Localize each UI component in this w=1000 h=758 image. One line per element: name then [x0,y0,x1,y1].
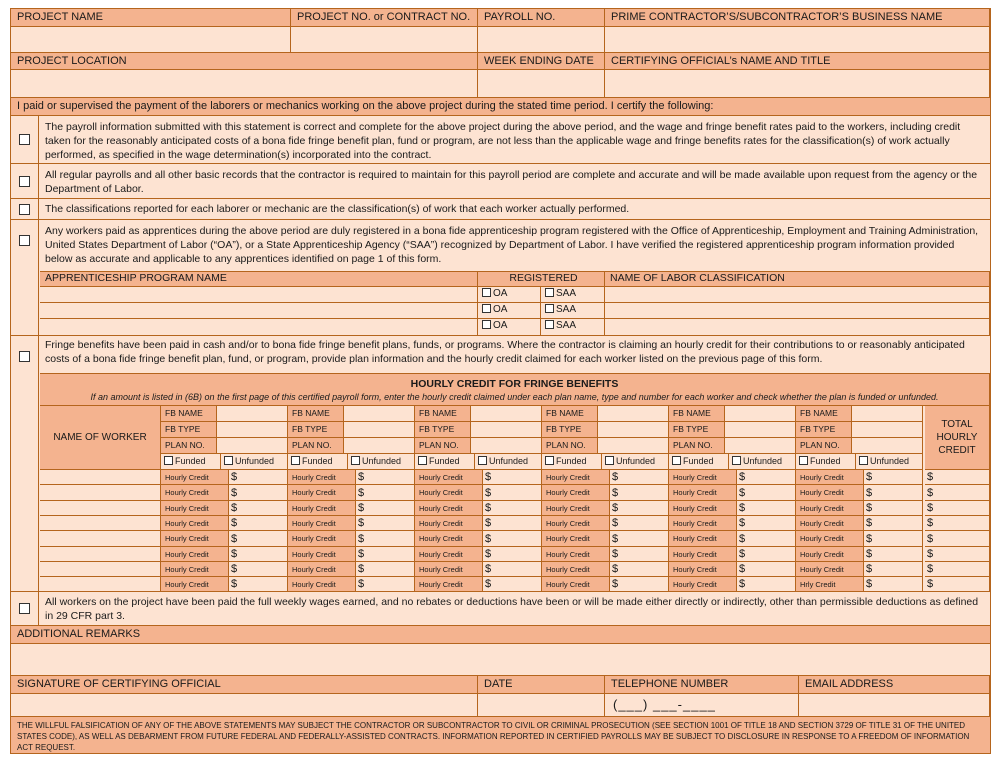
oa-checkbox-1[interactable] [482,288,491,297]
apprentice-program-field-2[interactable] [40,303,478,319]
unfunded-option-4[interactable]: Unfunded [602,454,669,470]
hourly-credit-amount[interactable]: $ [610,562,669,577]
hourly-credit-amount[interactable]: $ [737,470,796,485]
hourly-credit-label: Hourly Credit [669,577,737,592]
apprentice-program-field-1[interactable] [40,287,478,303]
hourly-credit-label: Hourly Credit [542,485,610,501]
hourly-credit-label: Hourly Credit [669,501,737,516]
funded-checkbox-5[interactable] [672,456,681,465]
name-of-worker-header: NAME OF WORKER [40,406,161,470]
hourly-credit-label: Hourly Credit [161,562,229,577]
total-hourly-credit-amount[interactable]: $ [925,501,990,516]
hourly-credit-amount[interactable]: $ [229,516,288,531]
hourly-credit-label: Hourly Credit [288,531,356,547]
fb-type-label-6: FB TYPE [796,422,852,438]
hourly-credit-amount[interactable]: $ [737,501,796,516]
project-location-field[interactable] [11,70,478,98]
hourly-credit-amount[interactable]: $ [610,531,669,547]
unfunded-option-5[interactable]: Unfunded [729,454,796,470]
unfunded-option-6[interactable]: Unfunded [856,454,923,470]
unfunded-option-1[interactable]: Unfunded [221,454,288,470]
funded-checkbox-2[interactable] [291,456,300,465]
worker-name-field-8[interactable] [40,577,161,592]
hourly-credit-label: Hourly Credit [415,547,483,562]
unfunded-checkbox-6[interactable] [859,456,868,465]
fb-name-label-2: FB NAME [288,406,344,422]
hourly-credit-label: Hourly Credit [542,470,610,485]
funded-option-3[interactable]: Funded [415,454,475,470]
registered-header: REGISTERED [478,271,605,287]
project-name-label: PROJECT NAME [11,9,291,27]
week-ending-field[interactable] [478,70,605,98]
statement-1-checkbox[interactable] [19,134,30,145]
fb-type-field-1[interactable] [217,422,288,438]
total-hourly-credit-amount[interactable]: $ [925,485,990,501]
statement-6-text: All workers on the project have been paid the full weekly wages earned, and no rebates or deductions have been or will be made either directly or indirectly, other than permissible deductions as defined in 29 CFR part 3. [45,596,979,622]
hourly-credit-amount[interactable]: $ [737,562,796,577]
hourly-credit-amount[interactable]: $ [229,531,288,547]
statement-2-checkbox[interactable] [19,176,30,187]
fb-type-field-5[interactable] [725,422,796,438]
hourly-credit-amount[interactable]: $ [610,470,669,485]
worker-name-field-1[interactable] [40,470,161,485]
hourly-credit-label: Hourly Credit [542,531,610,547]
funded-checkbox-6[interactable] [799,456,808,465]
apprentice-program-field-3[interactable] [40,319,478,336]
fringe-subtitle: If an amount is listed in (6B) on the first page of this certified payroll form, enter the hourly credit claimed under each plan name, type and number for each worker and check whether the plan is funded or unfunded. [90,392,939,402]
plan-no-label-5: PLAN NO. [669,438,725,454]
hourly-credit-label: Hrly Credit [796,577,864,592]
hourly-credit-amount[interactable]: $ [483,562,542,577]
project-name-field[interactable] [11,27,291,53]
hourly-credit-label: Hourly Credit [796,562,864,577]
hourly-credit-label: Hourly Credit [542,516,610,531]
hourly-credit-amount[interactable]: $ [864,485,923,501]
statement-1-text: The payroll information submitted with this statement is correct and complete for the above project during the above period, and the wage and fringe benefit rates paid to the workers, including credit taken for the reasonably anticipated costs of a bona fide fringe benefit plan, fund or program, are not less than the applicable wage and fringe benefits rates for the classification(s) of work actually performed, as specified in the wage determination(s) incorporated into the contract. [45,121,961,161]
hourly-credit-label: Hourly Credit [669,516,737,531]
statement-6 [11,592,990,626]
statement-2 [11,164,990,199]
hourly-credit-amount[interactable]: $ [229,485,288,501]
hourly-credit-amount[interactable]: $ [864,531,923,547]
funded-checkbox-1[interactable] [164,456,173,465]
total-hourly-credit-amount[interactable]: $ [925,562,990,577]
worker-name-field-3[interactable] [40,501,161,516]
plan-no-field-2[interactable] [344,438,415,454]
funded-checkbox-4[interactable] [545,456,554,465]
fringe-title: HOURLY CREDIT FOR FRINGE BENEFITS [410,378,619,390]
payroll-no-field[interactable] [478,27,605,53]
statement-3 [11,199,990,220]
fb-type-label-1: FB TYPE [161,422,217,438]
date-field[interactable] [478,694,605,717]
hourly-credit-amount[interactable]: $ [610,547,669,562]
plan-no-field-5[interactable] [725,438,796,454]
statement-5-checkbox[interactable] [19,351,30,362]
hourly-credit-label: Hourly Credit [669,485,737,501]
hourly-credit-label: Hourly Credit [415,516,483,531]
hourly-credit-amount[interactable]: $ [737,531,796,547]
funded-option-4[interactable]: Funded [542,454,602,470]
oa-checkbox-3[interactable] [482,320,491,329]
fb-type-label-5: FB TYPE [669,422,725,438]
date-label: DATE [478,676,605,694]
hourly-credit-label: Hourly Credit [161,516,229,531]
statement-3-text: The classifications reported for each laborer or mechanic are the classification(s) of work that each worker actually performed. [45,203,630,215]
hourly-credit-amount[interactable]: $ [483,470,542,485]
hourly-credit-amount[interactable]: $ [864,516,923,531]
payroll-no-label: PAYROLL NO. [478,9,605,27]
hourly-credit-label: Hourly Credit [796,531,864,547]
hourly-credit-amount[interactable]: $ [229,562,288,577]
hourly-credit-label: Hourly Credit [796,516,864,531]
hourly-credit-label: Hourly Credit [161,577,229,592]
funded-option-1[interactable]: Funded [161,454,221,470]
statement-2-text: All regular payrolls and all other basic records that the contractor is required to maintain for this payroll period are complete and accurate and will be made available upon request from the agency or the Department of Labor. [45,169,978,195]
unfunded-checkbox-4[interactable] [605,456,614,465]
funded-option-2[interactable]: Funded [288,454,348,470]
hourly-credit-label: Hourly Credit [669,562,737,577]
oa-option-3[interactable]: OA [478,319,541,336]
prime-contractor-label: PRIME CONTRACTOR’S/SUBCONTRACTOR’S BUSINESS NAME [605,9,990,27]
saa-checkbox-3[interactable] [545,320,554,329]
hourly-credit-amount[interactable]: $ [610,577,669,592]
project-location-label: PROJECT LOCATION [11,53,478,70]
hourly-credit-label: Hourly Credit [796,501,864,516]
hourly-credit-amount[interactable]: $ [483,501,542,516]
certifying-official-label: CERTIFYING OFFICIAL’s NAME AND TITLE [605,53,990,70]
oa-option-2[interactable]: OA [478,303,541,319]
saa-option-3[interactable]: SAA [541,319,605,336]
labor-classification-field-1[interactable] [605,287,990,303]
week-ending-label: WEEK ENDING DATE [478,53,605,70]
plan-no-label-3: PLAN NO. [415,438,471,454]
hourly-credit-label: Hourly Credit [161,547,229,562]
plan-no-field-6[interactable] [852,438,923,454]
unfunded-option-3[interactable]: Unfunded [475,454,542,470]
hourly-credit-label: Hourly Credit [415,485,483,501]
oa-checkbox-2[interactable] [482,304,491,313]
hourly-credit-amount[interactable]: $ [356,516,415,531]
hourly-credit-label: Hourly Credit [288,577,356,592]
worker-name-field-5[interactable] [40,531,161,547]
plan-no-field-4[interactable] [598,438,669,454]
hourly-credit-amount[interactable]: $ [229,470,288,485]
email-field[interactable] [799,694,990,717]
funded-option-6[interactable]: Funded [796,454,856,470]
fb-type-label-2: FB TYPE [288,422,344,438]
certify-intro: I paid or supervised the payment of the laborers or mechanics working on the above project during the stated time period. I certify the following: [11,98,990,116]
unfunded-checkbox-2[interactable] [351,456,360,465]
saa-option-1[interactable]: SAA [541,287,605,303]
hourly-credit-amount[interactable]: $ [864,577,923,592]
statement-3-checkbox[interactable] [19,204,30,215]
hourly-credit-label: Hourly Credit [669,470,737,485]
hourly-credit-label: Hourly Credit [415,531,483,547]
saa-option-2[interactable]: SAA [541,303,605,319]
hourly-credit-amount[interactable]: $ [356,577,415,592]
hourly-credit-label: Hourly Credit [796,470,864,485]
fb-type-label-3: FB TYPE [415,422,471,438]
hourly-credit-amount[interactable]: $ [229,501,288,516]
fb-name-field-3[interactable] [471,406,542,422]
hourly-credit-amount[interactable]: $ [737,577,796,592]
fb-type-label-4: FB TYPE [542,422,598,438]
fb-type-field-3[interactable] [471,422,542,438]
fb-name-field-5[interactable] [725,406,796,422]
plan-no-label-1: PLAN NO. [161,438,217,454]
funded-option-5[interactable]: Funded [669,454,729,470]
hourly-credit-amount[interactable]: $ [864,501,923,516]
fb-type-field-4[interactable] [598,422,669,438]
hourly-credit-amount[interactable]: $ [864,562,923,577]
labor-classification-header: NAME OF LABOR CLASSIFICATION [605,271,990,287]
hourly-credit-amount[interactable]: $ [864,470,923,485]
hourly-credit-amount[interactable]: $ [737,485,796,501]
unfunded-checkbox-3[interactable] [478,456,487,465]
unfunded-checkbox-5[interactable] [732,456,741,465]
telephone-field[interactable]: (___) ___-____ [605,694,799,717]
fb-name-label-5: FB NAME [669,406,725,422]
hourly-credit-amount[interactable]: $ [483,485,542,501]
unfunded-option-2[interactable]: Unfunded [348,454,415,470]
hourly-credit-amount[interactable]: $ [610,485,669,501]
saa-checkbox-2[interactable] [545,304,554,313]
telephone-label: TELEPHONE NUMBER [605,676,799,694]
plan-no-field-3[interactable] [471,438,542,454]
fb-name-label-1: FB NAME [161,406,217,422]
project-no-field[interactable] [291,27,478,53]
prime-contractor-field[interactable] [605,27,990,53]
hourly-credit-amount[interactable]: $ [610,516,669,531]
hourly-credit-amount[interactable]: $ [864,547,923,562]
hourly-credit-amount[interactable]: $ [356,531,415,547]
signature-field[interactable] [11,694,478,717]
fb-name-field-4[interactable] [598,406,669,422]
hourly-credit-label: Hourly Credit [415,470,483,485]
hourly-credit-amount[interactable]: $ [483,577,542,592]
hourly-credit-label: Hourly Credit [796,547,864,562]
hourly-credit-label: Hourly Credit [288,485,356,501]
funded-checkbox-3[interactable] [418,456,427,465]
statement-5-text: Fringe benefits have been paid in cash and/or to bona fide fringe benefit plans, funds, or programs. Where the contractor is claiming an hourly credit for their contributions to or reasonably anticipated costs of a bona fide fringe benefit plan, fund, or program, provide plan information and the hourly credit claimed for each worker listed on the previous page of this form. [45,339,965,365]
hourly-credit-label: Hourly Credit [288,501,356,516]
plan-no-label-6: PLAN NO. [796,438,852,454]
hourly-credit-label: Hourly Credit [542,547,610,562]
hourly-credit-label: Hourly Credit [415,501,483,516]
hourly-credit-label: Hourly Credit [415,562,483,577]
hourly-credit-label: Hourly Credit [542,562,610,577]
fb-name-label-4: FB NAME [542,406,598,422]
additional-remarks-field[interactable] [11,644,990,676]
fb-type-field-2[interactable] [344,422,415,438]
oa-option-1[interactable]: OA [478,287,541,303]
labor-classification-field-2[interactable] [605,303,990,319]
statement-4-checkbox[interactable] [19,235,30,246]
hourly-credit-amount[interactable]: $ [483,516,542,531]
hourly-credit-label: Hourly Credit [161,501,229,516]
total-hourly-credit-amount[interactable]: $ [925,516,990,531]
hourly-credit-amount[interactable]: $ [610,501,669,516]
worker-name-field-4[interactable] [40,516,161,531]
hourly-credit-label: Hourly Credit [542,577,610,592]
unfunded-checkbox-1[interactable] [224,456,233,465]
hourly-credit-label: Hourly Credit [669,547,737,562]
hourly-credit-amount[interactable]: $ [356,485,415,501]
fringe-title-block [40,373,990,406]
plan-no-label-4: PLAN NO. [542,438,598,454]
hourly-credit-label: Hourly Credit [415,577,483,592]
hourly-credit-label: Hourly Credit [288,562,356,577]
email-label: EMAIL ADDRESS [799,676,990,694]
hourly-credit-label: Hourly Credit [288,547,356,562]
hourly-credit-amount[interactable]: $ [737,516,796,531]
hourly-credit-amount[interactable]: $ [483,531,542,547]
hourly-credit-label: Hourly Credit [161,531,229,547]
hourly-credit-label: Hourly Credit [161,485,229,501]
fb-name-field-1[interactable] [217,406,288,422]
hourly-credit-amount[interactable]: $ [229,547,288,562]
certifying-official-field[interactable] [605,70,990,98]
hourly-credit-amount[interactable]: $ [356,501,415,516]
total-hourly-credit-amount[interactable]: $ [925,470,990,485]
certified-payroll-form [10,8,991,754]
fb-name-field-6[interactable] [852,406,923,422]
falsification-warning: THE WILLFUL FALSIFICATION OF ANY OF THE ABOVE STATEMENTS MAY SUBJECT THE CONTRACTOR OR SUBCONTRACTOR TO CIVIL OR CRIMINAL PROSECUTION (SEE SECTION 1001 OF TITLE 18 AND SECTION 3729 OF TITLE 31 OF THE UNITED STATES CODE), AS WELL AS DEBARMENT FROM FUTURE FEDERAL AND FEDERALLY-ASSISTED CONTRACTS. INFORMATION REPORTED IN CERTIFIED PAYROLLS MAY BE SUBJECT TO DISCLOSURE IN RESPONSE TO A FREEDOM OF INFORMATION ACT REQUEST. [11,717,990,753]
apprenticeship-program-header: APPRENTICESHIP PROGRAM NAME [40,271,478,287]
project-no-label: PROJECT NO. or CONTRACT NO. [291,9,478,27]
hourly-credit-amount[interactable]: $ [229,577,288,592]
hourly-credit-label: Hourly Credit [161,470,229,485]
fb-name-label-6: FB NAME [796,406,852,422]
plan-no-field-1[interactable] [217,438,288,454]
hourly-credit-amount[interactable]: $ [356,547,415,562]
worker-name-field-2[interactable] [40,485,161,501]
hourly-credit-label: Hourly Credit [796,485,864,501]
hourly-credit-label: Hourly Credit [288,516,356,531]
statement-6-checkbox[interactable] [19,603,30,614]
hourly-credit-label: Hourly Credit [669,531,737,547]
worker-name-field-7[interactable] [40,562,161,577]
worker-name-field-6[interactable] [40,547,161,562]
fb-name-field-2[interactable] [344,406,415,422]
signature-label: SIGNATURE OF CERTIFYING OFFICIAL [11,676,478,694]
total-hourly-credit-amount[interactable]: $ [925,577,990,592]
fb-name-label-3: FB NAME [415,406,471,422]
total-hourly-credit-header: TOTAL HOURLY CREDIT [925,406,990,470]
statement-1 [11,116,990,164]
plan-no-label-2: PLAN NO. [288,438,344,454]
labor-classification-field-3[interactable] [605,319,990,336]
hourly-credit-label: Hourly Credit [542,501,610,516]
additional-remarks-label: ADDITIONAL REMARKS [11,626,990,644]
hourly-credit-amount[interactable]: $ [483,547,542,562]
statement-4-text: Any workers paid as apprentices during the above period are duly registered in a bona fide apprenticeship program registered with the Office of Apprenticeship, Employment and Training Administration, United States Department of Labor (“OA”), or a State Apprenticeship Agency (“SAA”) recognized by Department of Labor. I have verified the registered apprenticeship program information provided below as accurate and applicable to any apprentices identified on page 1 of this form. [45,225,979,265]
saa-checkbox-1[interactable] [545,288,554,297]
total-hourly-credit-amount[interactable]: $ [925,531,990,547]
hourly-credit-amount[interactable]: $ [737,547,796,562]
total-hourly-credit-amount[interactable]: $ [925,547,990,562]
hourly-credit-amount[interactable]: $ [356,562,415,577]
hourly-credit-label: Hourly Credit [288,470,356,485]
hourly-credit-amount[interactable]: $ [356,470,415,485]
fb-type-field-6[interactable] [852,422,923,438]
